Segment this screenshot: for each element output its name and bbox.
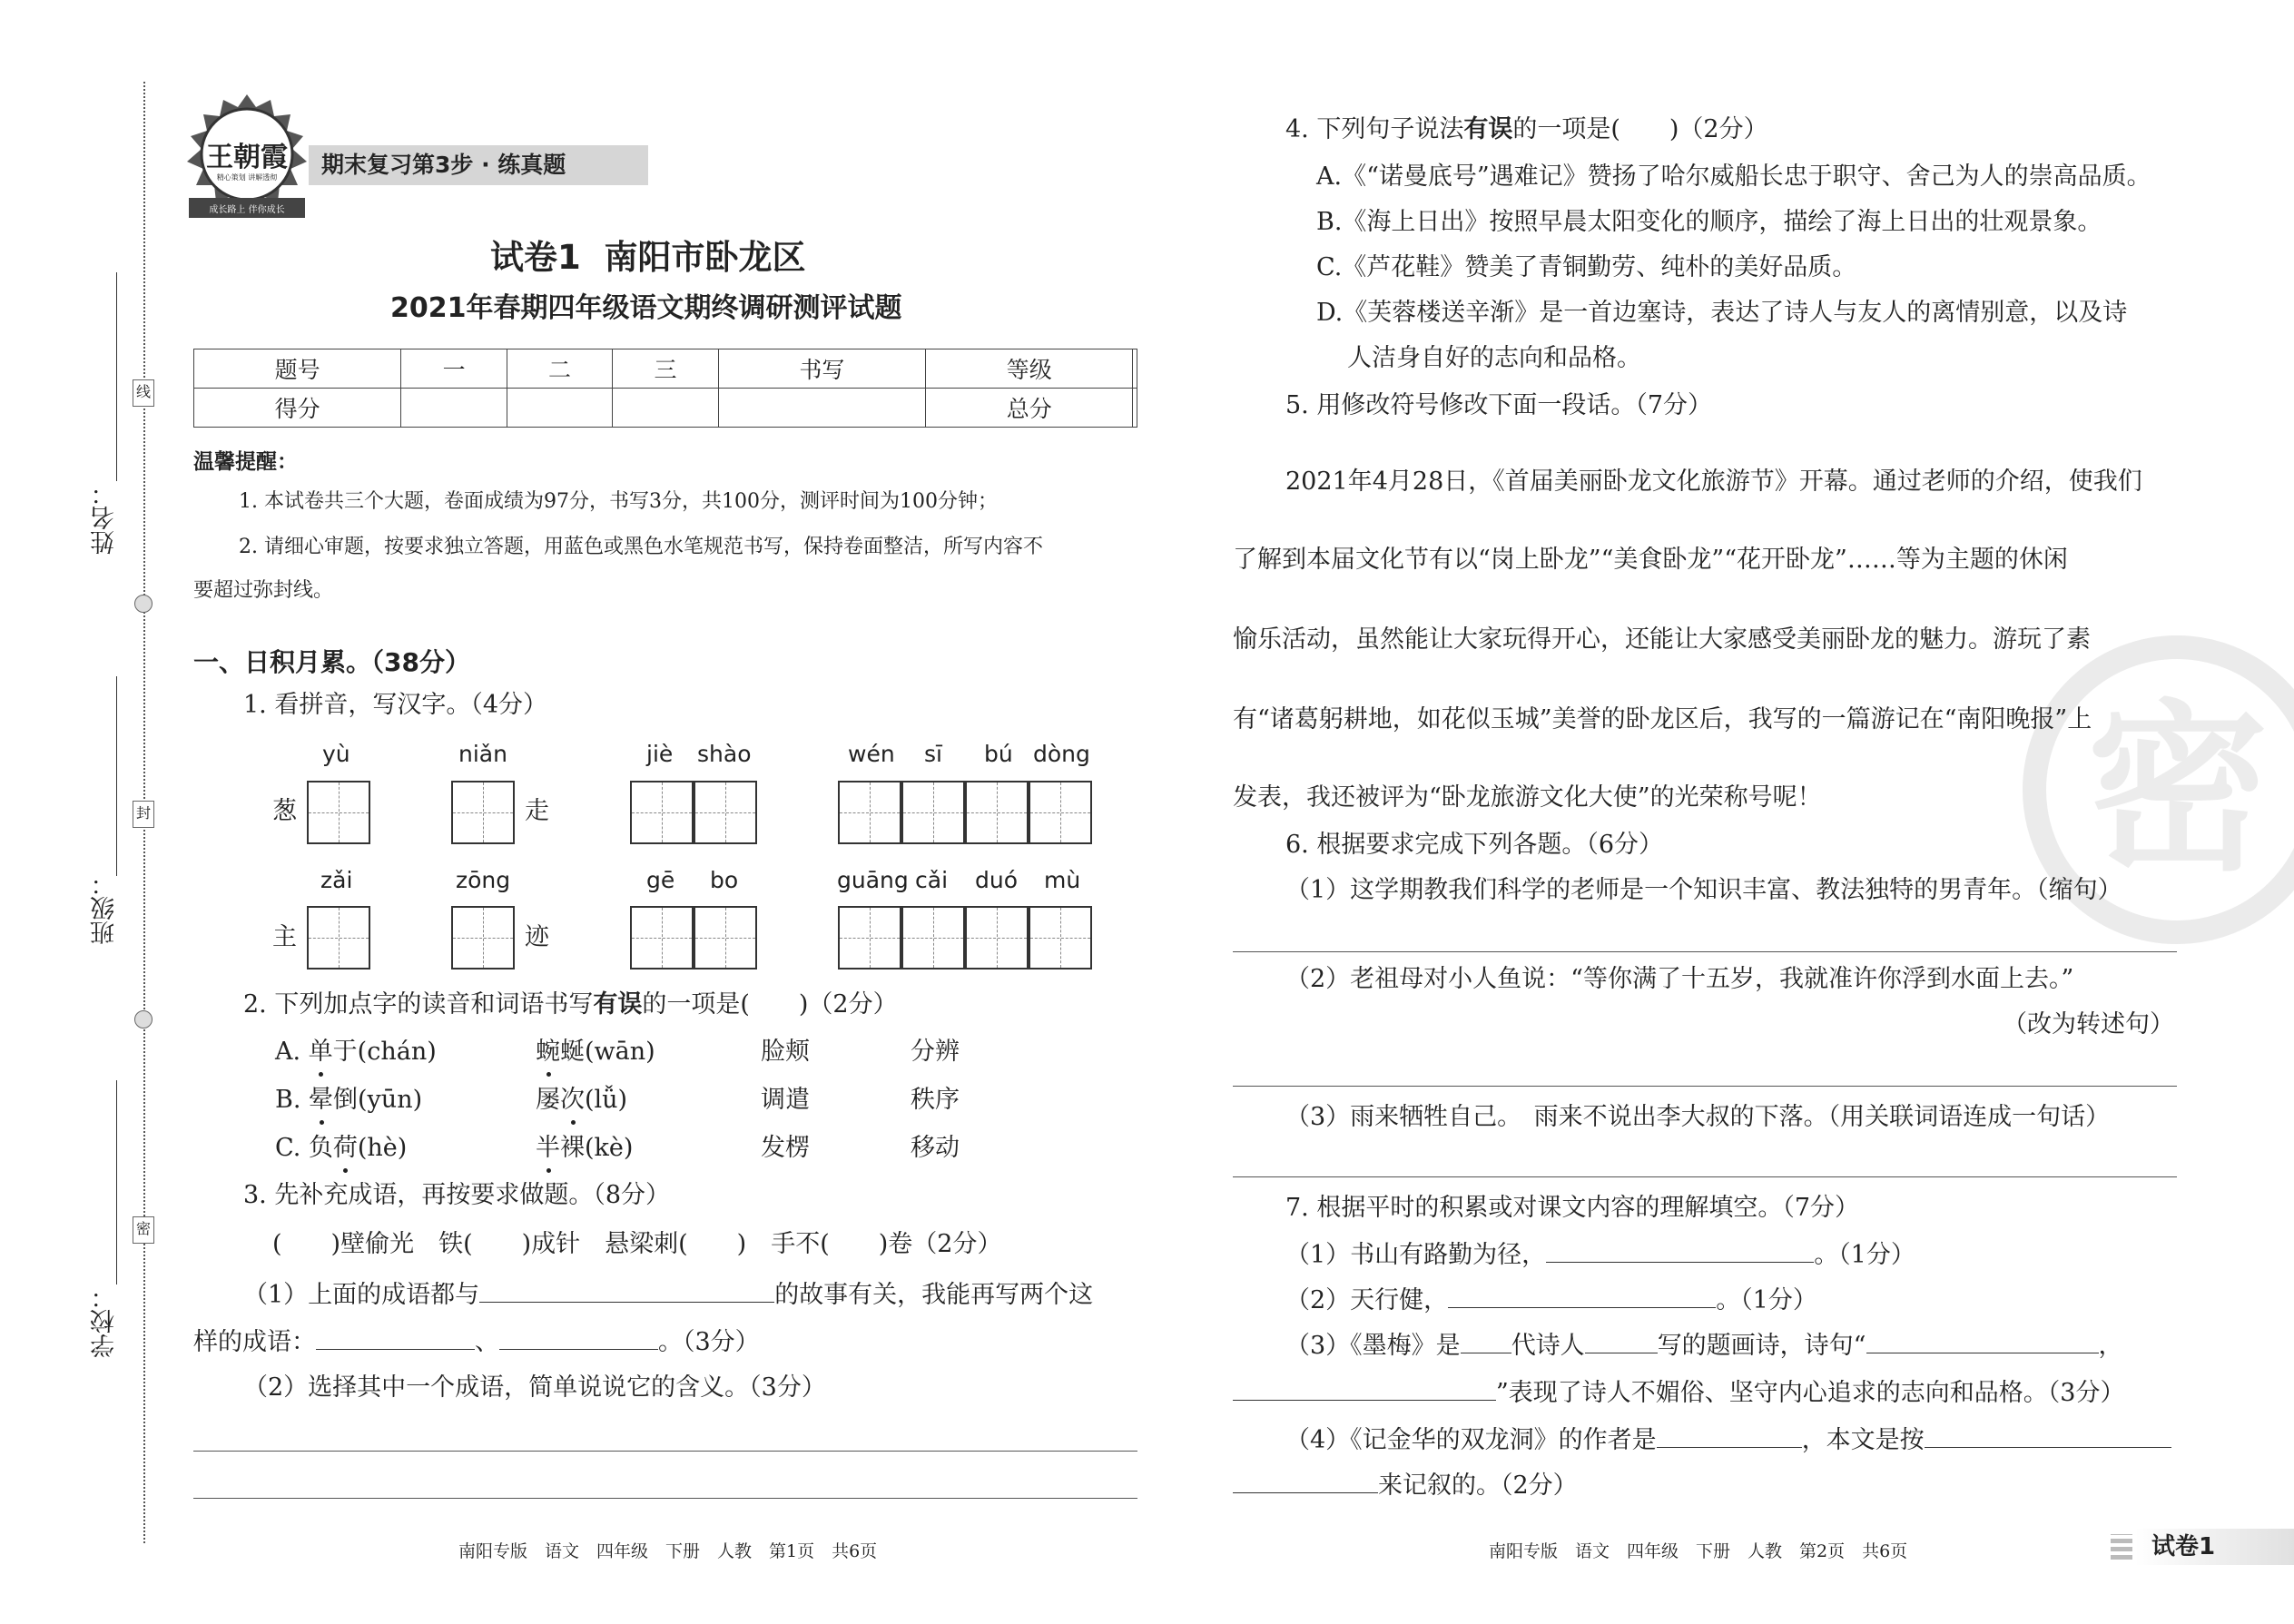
q3-sub2: （2）选择其中一个成语，简单说说它的含义。（3分） xyxy=(243,1373,826,1402)
q4-title-emphasis: 有误 xyxy=(1463,115,1513,143)
pinyin: zōng xyxy=(456,867,511,893)
q6-sub3: （3）雨来牺牲自己。 雨来不说出李大叔的下落。（用关联词语连成一句话） xyxy=(1285,1103,2111,1131)
q2-title-a: 2. 下列加点字的读音和词语书写 xyxy=(243,990,594,1019)
dotted-char: 半 xyxy=(536,1134,560,1162)
q4-title-c: 的一项是( )（2分） xyxy=(1512,115,1768,143)
option-char: 屡 xyxy=(536,1086,560,1114)
pinyin: gē xyxy=(646,867,675,893)
answer-line[interactable] xyxy=(1233,1176,2177,1177)
seal-mark-mi: 密 xyxy=(133,1216,154,1244)
pinyin: mù xyxy=(1044,867,1081,893)
q4-option-b: B.《海上日出》按照早晨太阳变化的顺序，描绘了海上日出的壮观景象。 xyxy=(1316,208,2102,236)
answer-blank[interactable] xyxy=(1448,1284,1716,1308)
dotted-char: 单 xyxy=(308,1038,333,1066)
q4-title xyxy=(1285,114,1768,145)
tianzige-box[interactable] xyxy=(1029,906,1092,969)
pinyin: bo xyxy=(710,867,739,893)
q3-sub1 xyxy=(243,1278,1093,1311)
q7-sub3-d: ， xyxy=(2098,1332,2123,1360)
q1-title: 1. 看拼音，写汉字。（4分） xyxy=(243,691,548,719)
score-table-cell: 等级 xyxy=(926,349,1133,389)
q2-option-a-word4: 分辨 xyxy=(911,1038,960,1066)
q2-title-emphasis: 有误 xyxy=(593,990,643,1019)
score-table-cell: 题号 xyxy=(194,349,401,389)
q2-option-c-word4: 移动 xyxy=(911,1134,960,1162)
option-reading: 蜒(wān) xyxy=(560,1038,655,1066)
paper-badge: 试卷1 xyxy=(2135,1529,2294,1565)
pinyin: yù xyxy=(322,741,350,767)
answer-blank[interactable] xyxy=(1866,1329,2099,1353)
tianzige-box[interactable] xyxy=(307,906,370,969)
q7-sub2-b: 。（1分） xyxy=(1716,1286,1817,1314)
q7-sub4-b: ，本文是按 xyxy=(1801,1426,1925,1454)
given-char: 葱 xyxy=(272,797,297,825)
q4-title-a: 4. 下列句子说法 xyxy=(1285,115,1464,143)
q7-title: 7. 根据平时的积累或对课文内容的理解填空。（7分） xyxy=(1285,1194,1860,1222)
q3-sub1-b: 的故事有关，我能再写两个这 xyxy=(774,1281,1094,1309)
q2-title-c: 的一项是( )（2分） xyxy=(642,990,898,1019)
pinyin: jiè xyxy=(646,741,674,767)
answer-line[interactable] xyxy=(193,1451,1137,1452)
q2-option-c-word3: 发楞 xyxy=(761,1134,810,1162)
pinyin: shào xyxy=(697,741,752,767)
q4-option-c: C.《芦花鞋》赞美了青铜勤劳、纯朴的美好品质。 xyxy=(1316,253,1857,281)
q7-sub1 xyxy=(1285,1238,1915,1271)
given-char: 走 xyxy=(525,797,549,825)
answer-line[interactable] xyxy=(1233,951,2177,952)
q2-option-b-word2 xyxy=(536,1085,627,1116)
tianzige-box[interactable] xyxy=(630,781,694,844)
pinyin: wén xyxy=(848,741,895,767)
page-footer-right: 南阳专版 语文 四年级 下册 人教 第2页 共6页 xyxy=(1489,1541,1908,1561)
q3-idioms: ( )壁偷光 铁( )成针 悬梁刺( ) 手不( )卷（2分） xyxy=(272,1230,1002,1258)
notice-item-2: 2. 请细心审题，按要求独立答题，用蓝色或黑色水笔规范书写，保持卷面整洁，所写内容不 xyxy=(239,536,1043,558)
tianzige-box[interactable] xyxy=(694,906,757,969)
q7-sub2 xyxy=(1285,1284,1817,1316)
score-table-cell: 二 xyxy=(507,349,612,389)
option-reading: 倒(yūn) xyxy=(333,1086,423,1114)
q5-paragraph-line: 愉乐活动，虽然能让大家玩得开心，还能让大家感受美丽卧龙的魅力。游玩了素 xyxy=(1233,625,2091,654)
score-table-cell[interactable] xyxy=(718,389,925,428)
school-label: 学校： xyxy=(91,1284,119,1358)
student-name-line xyxy=(116,272,117,481)
q3-sub1-c: 样的成语： xyxy=(193,1328,316,1356)
class-line xyxy=(116,676,117,876)
pinyin: dòng xyxy=(1033,741,1090,767)
option-label: A. xyxy=(275,1038,309,1066)
tianzige-box[interactable] xyxy=(1029,781,1092,844)
brand-logo-name: 王朝霞 xyxy=(206,142,288,173)
q3-sub1-cont xyxy=(193,1325,760,1358)
score-table-cell[interactable] xyxy=(613,389,718,428)
score-table-cell[interactable] xyxy=(401,389,507,428)
tianzige-box[interactable] xyxy=(965,906,1029,969)
watermark-char: 密 xyxy=(2086,684,2269,896)
q4-option-a: A.《“诺曼底号”遇难记》赞扬了哈尔威船长忠于职守、舍己为人的崇高品质。 xyxy=(1316,162,2151,191)
seal-dot-icon xyxy=(134,1010,153,1029)
q7-sub4 xyxy=(1285,1423,2171,1456)
dotted-char: 晕 xyxy=(309,1086,334,1114)
q7-sub3-cont xyxy=(1233,1376,2124,1409)
dotted-char: 荷 xyxy=(332,1134,358,1162)
q6-title: 6. 根据要求完成下列各题。（6分） xyxy=(1285,831,1664,859)
page-title: 试卷1 南阳市卧龙区 xyxy=(490,238,806,277)
q7-sub3-b: 代诗人 xyxy=(1511,1332,1585,1360)
tianzige-box[interactable] xyxy=(965,781,1029,844)
notice-title: 温馨提醒： xyxy=(193,450,298,474)
q2-option-a-word3: 脸颊 xyxy=(761,1038,810,1066)
tianzige-box[interactable] xyxy=(838,906,901,969)
tianzige-box[interactable] xyxy=(694,781,757,844)
q5-paragraph-line: 发表，我还被评为“卧龙旅游文化大使”的光荣称号呢！ xyxy=(1233,783,1822,812)
score-table-cell: 得分 xyxy=(194,389,401,428)
q2-option-b-label xyxy=(275,1085,422,1116)
option-reading: 于(chán) xyxy=(332,1038,437,1066)
tianzige-box[interactable] xyxy=(451,906,515,969)
pinyin: bú xyxy=(984,741,1013,767)
score-table-cell[interactable] xyxy=(507,389,612,428)
score-table xyxy=(193,349,1137,428)
q6-sub1: （1）这学期教我们科学的老师是一个知识丰富、教法独特的男青年。（缩句） xyxy=(1285,876,2122,904)
answer-blank[interactable] xyxy=(1546,1238,1814,1263)
pinyin: zǎi xyxy=(320,867,353,893)
tianzige-box[interactable] xyxy=(901,906,965,969)
q2-title xyxy=(243,989,898,1020)
school-line xyxy=(116,1080,117,1284)
option-label: C. 负 xyxy=(275,1134,333,1162)
pinyin: guāng xyxy=(837,867,909,893)
dotted-char: 次 xyxy=(560,1086,585,1114)
answer-blank[interactable] xyxy=(1233,1376,1496,1401)
given-char: 迹 xyxy=(525,923,549,951)
seal-dot-icon xyxy=(134,595,153,613)
q5-paragraph-line: 有“诸葛躬耕地，如花似玉城”美誉的卧龙区后，我写的一篇游记在“南阳晚报”上 xyxy=(1233,705,2092,733)
tianzige-box[interactable] xyxy=(307,781,370,844)
seal-mark-xian: 线 xyxy=(133,379,154,407)
pinyin: sī xyxy=(924,741,942,767)
answer-blank[interactable] xyxy=(1233,1469,1378,1493)
tianzige-box[interactable] xyxy=(451,781,515,844)
q3-title: 3. 先补充成语，再按要求做题。（8分） xyxy=(243,1181,671,1209)
answer-line[interactable] xyxy=(1233,1086,2177,1087)
seal-mark-feng: 封 xyxy=(133,801,154,828)
badge-decoration xyxy=(2111,1534,2132,1560)
score-table-cell: 一 xyxy=(401,349,507,389)
tianzige-box[interactable] xyxy=(901,781,965,844)
q6-sub2: （2）老祖母对小人鱼说：“等你满了十五岁，我就准许你浮到水面上去。” xyxy=(1285,965,2074,993)
q7-sub2-a: （2）天行健， xyxy=(1285,1286,1449,1314)
q2-option-b-word4: 秩序 xyxy=(911,1086,960,1114)
score-table-cell: 总分 xyxy=(926,389,1133,428)
q7-sub4-c: 来记叙的。（2分） xyxy=(1378,1471,1578,1500)
tianzige-box[interactable] xyxy=(630,906,694,969)
score-table-cell[interactable] xyxy=(1133,349,1137,389)
section-1-heading: 一、日积月累。（38分） xyxy=(193,647,470,677)
given-char: 主 xyxy=(272,923,297,951)
option-reading: 裸(kè) xyxy=(560,1134,634,1162)
q2-option-c-word2 xyxy=(536,1133,633,1164)
q7-sub4-a: （4）《记金华的双龙洞》的作者是 xyxy=(1285,1426,1657,1454)
student-name-label: 姓名： xyxy=(91,481,119,555)
tianzige-box[interactable] xyxy=(838,781,901,844)
score-table-cell: 三 xyxy=(613,349,718,389)
series-label-banner: 期末复习第3步 · 练真题 xyxy=(309,145,648,185)
q5-paragraph-line: 2021年4月28日，《首届美丽卧龙文化旅游节》开幕。通过老师的介绍，使我们 xyxy=(1285,468,2142,496)
q7-sub4-cont xyxy=(1233,1469,1578,1501)
brand-logo-sub2: 成长路上 伴你成长 xyxy=(209,205,285,215)
brand-logo-sub1: 精心策划 讲解透彻 xyxy=(216,173,278,182)
q2-option-a-word2 xyxy=(536,1037,655,1068)
q7-sub3-c: 写的题画诗，诗句“ xyxy=(1657,1332,1866,1360)
answer-blank[interactable] xyxy=(479,1278,774,1303)
q6-sub2-instruction: （改为转述句） xyxy=(2003,1010,2174,1038)
q5-title: 5. 用修改符号修改下面一段话。（7分） xyxy=(1285,391,1713,419)
answer-blank[interactable] xyxy=(316,1325,475,1350)
option-reading: (lǚ) xyxy=(585,1086,628,1114)
q2-option-b-word3: 调遣 xyxy=(761,1086,810,1114)
q3-sub1-e: 。（3分） xyxy=(658,1328,760,1356)
answer-blank[interactable] xyxy=(1585,1329,1658,1353)
q7-sub1-b: 。（1分） xyxy=(1814,1241,1915,1269)
dotted-char: 蜿 xyxy=(536,1038,560,1066)
pinyin: niǎn xyxy=(458,741,507,767)
q3-sub1-d: 、 xyxy=(475,1328,499,1356)
brand-logo xyxy=(180,91,314,225)
pinyin: cǎi xyxy=(915,867,949,893)
q3-sub1-a: （1）上面的成语都与 xyxy=(243,1281,480,1309)
score-table-cell: 书写 xyxy=(718,349,925,389)
q2-option-a-label xyxy=(275,1037,437,1068)
notice-item-1: 1. 本试卷共三个大题，卷面成绩为97分，书写3分，共100分，测评时间为100分钟； xyxy=(239,490,998,513)
q5-paragraph-line: 了解到本届文化节有以“岗上卧龙”“美食卧龙”“花开卧龙”……等为主题的休闲 xyxy=(1233,546,2068,574)
answer-line[interactable] xyxy=(193,1498,1137,1499)
page-subtitle: 2021年春期四年级语文期终调研测评试题 xyxy=(390,292,902,324)
option-reading: (hè) xyxy=(357,1134,408,1162)
answer-blank[interactable] xyxy=(1925,1423,2171,1448)
answer-blank[interactable] xyxy=(1657,1423,1802,1448)
notice-item-2-cont: 要超过弥封线。 xyxy=(193,579,334,602)
score-table-cell[interactable] xyxy=(1133,389,1137,428)
q7-sub3 xyxy=(1285,1329,2123,1362)
pinyin: duó xyxy=(975,867,1019,893)
q7-sub3-a: （3）《墨梅》是 xyxy=(1285,1332,1461,1360)
option-label: B. xyxy=(275,1086,310,1114)
q7-sub1-a: （1）书山有路勤为径， xyxy=(1285,1241,1547,1269)
q2-option-c-label xyxy=(275,1133,407,1164)
answer-blank[interactable] xyxy=(499,1325,658,1350)
q4-option-d-cont: 人洁身自好的志向和品格。 xyxy=(1347,344,1641,372)
q7-sub3-e: ”表现了诗人不媚俗、坚守内心追求的志向和品格。（3分） xyxy=(1496,1379,2125,1407)
answer-blank[interactable] xyxy=(1461,1329,1511,1353)
class-label: 班级： xyxy=(91,871,119,945)
q4-option-d: D.《芙蓉楼送辛渐》是一首边塞诗，表达了诗人与友人的离情别意，以及诗 xyxy=(1316,299,2128,327)
page-footer-left: 南阳专版 语文 四年级 下册 人教 第1页 共6页 xyxy=(458,1541,878,1561)
